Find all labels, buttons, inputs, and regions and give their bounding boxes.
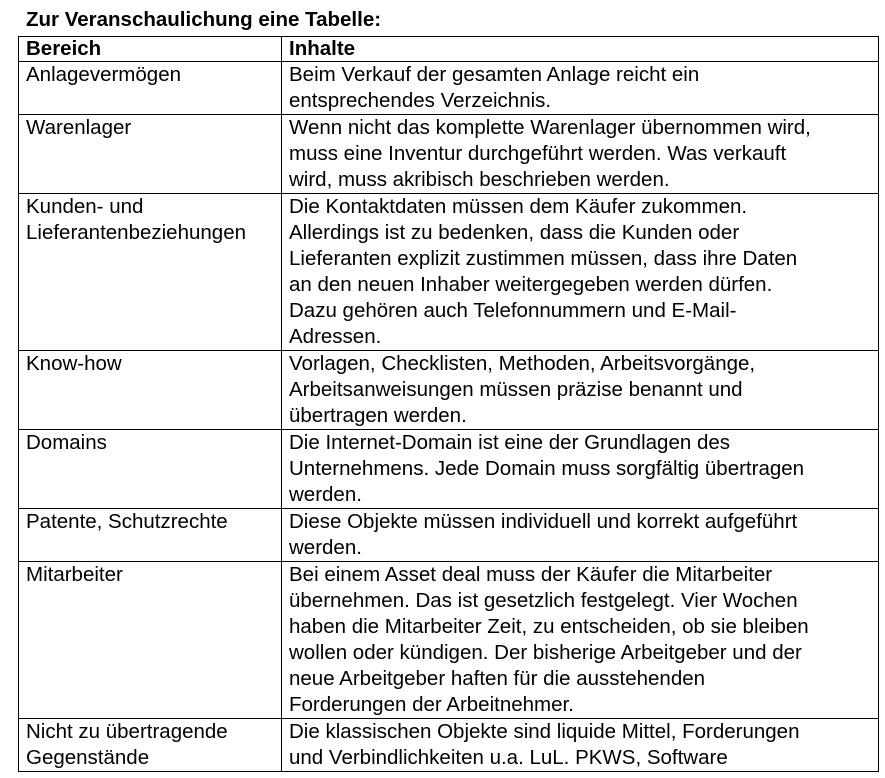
cell-inhalte-text: Die Kontaktdaten müssen dem Käufer zukommen. Allerdings ist zu bedenken, dass die Kunden oder Lieferanten explizit zustimmen müssen, dass ihre Daten an den neuen Inhaber weitergegeben werden dürfen. Dazu gehören auch Telefonnummern und E-Mail- Adressen. (289, 195, 798, 348)
cell-inhalte (282, 430, 879, 509)
cell-inhalte (282, 115, 879, 194)
column-header-inhalte: Inhalte (282, 37, 879, 62)
content-table (18, 36, 879, 772)
cell-inhalte (282, 562, 879, 719)
cell-inhalte-text: Vorlagen, Checklisten, Methoden, Arbeitsvorgänge, Arbeitsanweisungen müssen präzise benannt und übertragen werden. (289, 352, 756, 427)
cell-bereich (19, 62, 282, 115)
cell-bereich-text: Domains (26, 431, 107, 454)
table-row (19, 562, 879, 719)
table-row (19, 719, 879, 772)
page-heading: Zur Veranschaulichung eine Tabelle: (26, 8, 382, 31)
cell-bereich-text: Know-how (26, 352, 122, 375)
table-row (19, 430, 879, 509)
cell-bereich (19, 194, 282, 351)
cell-bereich (19, 430, 282, 509)
cell-bereich-text: Nicht zu übertragende Gegenstände (26, 720, 228, 769)
table-row (19, 62, 879, 115)
table-row (19, 351, 879, 430)
cell-inhalte (282, 509, 879, 562)
cell-inhalte-text: Wenn nicht das komplette Warenlager übernommen wird, muss eine Inventur durchgeführt werden. Was verkauft wird, muss akribisch beschrieben werden. (289, 116, 811, 191)
column-header-bereich: Bereich (19, 37, 282, 62)
cell-bereich (19, 719, 282, 772)
cell-inhalte (282, 719, 879, 772)
cell-bereich (19, 509, 282, 562)
cell-inhalte (282, 194, 879, 351)
cell-inhalte (282, 62, 879, 115)
cell-inhalte-text: Beim Verkauf der gesamten Anlage reicht ein entsprechendes Verzeichnis. (289, 63, 700, 112)
cell-inhalte (282, 351, 879, 430)
table-row (19, 194, 879, 351)
cell-inhalte-text: Die Internet-Domain ist eine der Grundlagen des Unternehmens. Jede Domain muss sorgfältig übertragen werden. (289, 431, 805, 506)
table-header-row (19, 37, 879, 62)
table-row (19, 509, 879, 562)
table-row (19, 115, 879, 194)
cell-bereich (19, 351, 282, 430)
cell-inhalte-text: Die klassischen Objekte sind liquide Mittel, Forderungen und Verbindlichkeiten u.a. LuL. PKWS, Software (289, 720, 800, 769)
cell-inhalte-text: Bei einem Asset deal muss der Käufer die Mitarbeiter übernehmen. Das ist gesetzlich festgelegt. Vier Wochen haben die Mitarbeiter Zeit, zu entscheiden, ob sie bleiben wollen oder kündigen. Der bisherige Arbeitgeber und der neue Arbeitgeber haften für die ausstehenden Forderungen der Arbeitnehmer. (289, 563, 809, 716)
cell-inhalte-text: Diese Objekte müssen individuell und korrekt aufgeführt werden. (289, 510, 798, 559)
cell-bereich-text: Patente, Schutzrechte (26, 510, 228, 533)
cell-bereich-text: Warenlager (26, 116, 132, 139)
cell-bereich-text: Kunden- und Lieferantenbeziehungen (26, 195, 246, 244)
cell-bereich (19, 562, 282, 719)
cell-bereich (19, 115, 282, 194)
cell-bereich-text: Mitarbeiter (26, 563, 123, 586)
cell-bereich-text: Anlagevermögen (26, 63, 181, 86)
